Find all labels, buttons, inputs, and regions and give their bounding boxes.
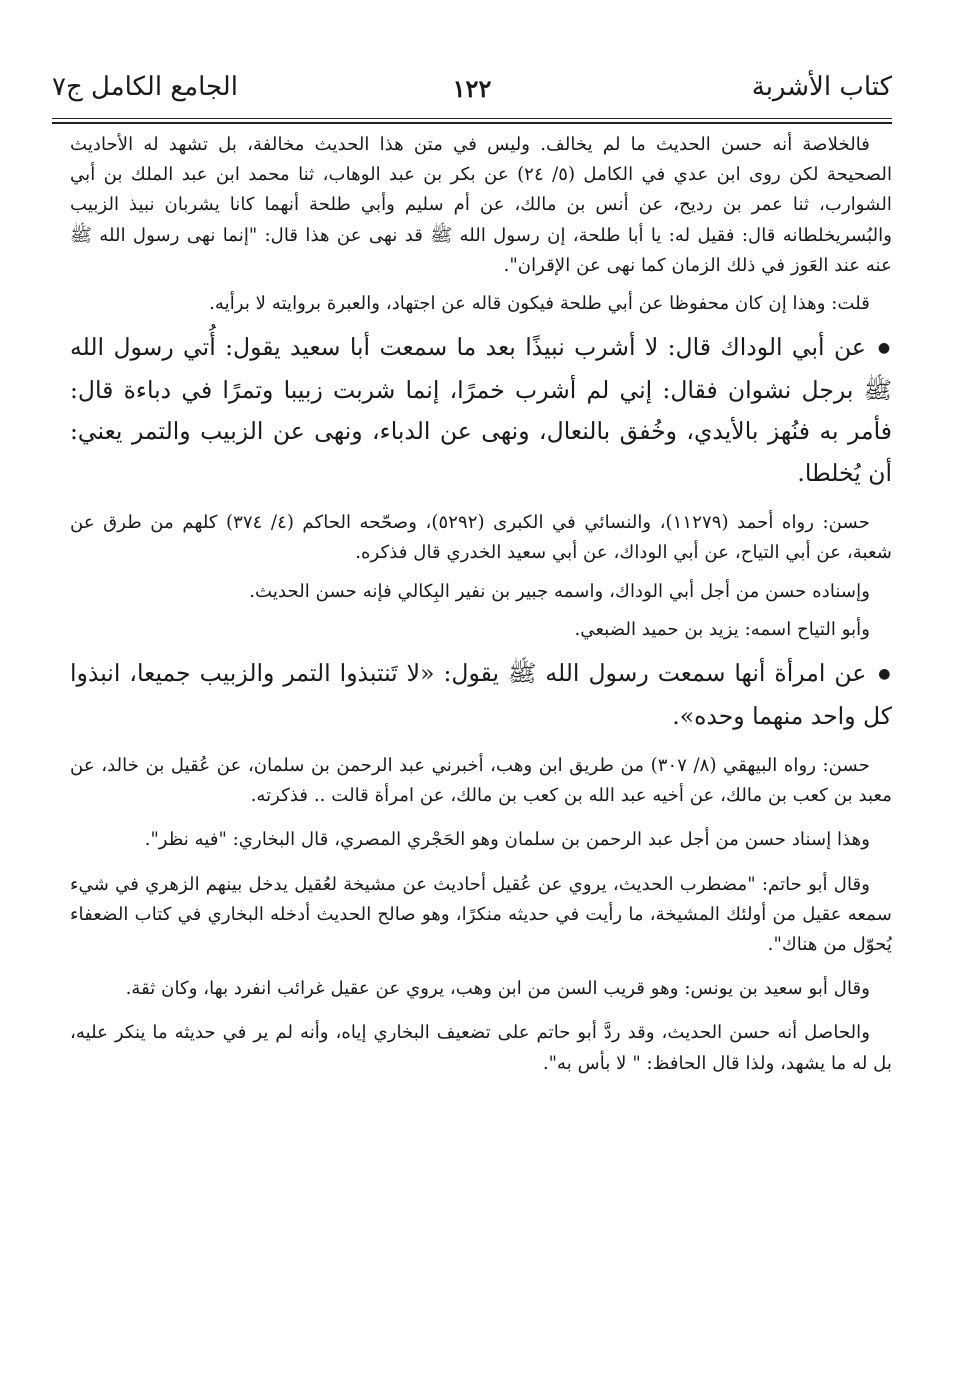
page-number: ١٢٢ <box>452 74 492 103</box>
hadith-text: ● عن أبي الوداك قال: لا أشرب نبيذًا بعد ما سمعت أبا سعيد يقول: أُتي رسول الله ﷺ برجل نشوان فقال: إني لم أشرب خمرًا، إنما شربت زبيبا وتمرًا في دباءة قال: فأمر به فنُهز بالأيدي، وخُفق بالنعال، ونهى عن الدباء، ونهى عن الزبيب والتمر يعني: أن يُخلطا. <box>70 327 892 494</box>
commentary-paragraph: والحاصل أنه حسن الحديث، وقد ردَّ أبو حاتم على تضعيف البخاري إياه، وأنه لم ير في حديثه ما ينكر عليه، بل له ما يشهد، ولذا قال الحافظ: " لا بأس به". <box>70 1022 892 1074</box>
page-body <box>70 130 892 1079</box>
commentary-paragraph: وقال أبو حاتم: "مضطرب الحديث، يروي عن عُقيل أحاديث عن مشيخة لعُقيل يدخل بينهم الزهري في شيء سمعه عقيل من أولئك المشيخة، ما رأيت في حديثه منكرًا، وهو صالح الحديث أدخله البخاري في كتاب الضعفاء يُحوّل من هناك". <box>70 873 892 956</box>
commentary-paragraph: وهذا إسناد حسن من أجل عبد الرحمن بن سلمان وهو الحَجْري المصري، قال البخاري: "فيه نظر". <box>144 829 870 851</box>
hadith-text: ● عن امرأة أنها سمعت رسول الله ﷺ يقول: «لا تَنتبذوا التمر والزبيب جميعا، انبذوا كل واحد منهما وحده». <box>70 653 892 737</box>
commentary-paragraph: حسن: رواه البيهقي (٨/ ٣٠٧) من طريق ابن وهب، أخبرني عبد الرحمن بن سلمان، عن عُقيل بن خالد، عن معبد بن كعب بن مالك، عن أخيه عبد الله بن كعب بن مالك، عن امرأة قالت .. فذكرته. <box>70 755 892 807</box>
chapter-title: كتاب الأشربة <box>751 72 892 102</box>
commentary-paragraph: قلت: وهذا إن كان محفوظا عن أبي طلحة فيكون قاله عن اجتهاد، والعبرة بروايته لا برأيه. <box>209 293 870 315</box>
header-rule-thick <box>52 122 892 124</box>
commentary-paragraph: فالخلاصة أنه حسن الحديث ما لم يخالف. وليس في متن هذا الحديث مخالفة، بل تشهد له الأحاديث الصحيحة لكن روى ابن عدي في الكامل (٥/ ٢٤) عن بكر بن عبد الوهاب، ثنا محمد ابن عبد الملك بن أبي الشوارب، ثنا عمر بن رديح، عن أنس بن مالك، عن أم سليم وأبي طلحة أنهما كانا يشربان نبيذ الزبيب والبُسريخلطانه قال: فقيل له: يا أبا طلحة، إن رسول الله ﷺ قد نهى عن هذا قال: "إنما نهى رسول الله ﷺ عنه عند العَوز في ذلك الزمان كما نهى عن الإقران". <box>70 134 892 276</box>
commentary-paragraph: وإسناده حسن من أجل أبي الوداك، واسمه جبير بن نفير البِكالي فإنه حسن الحديث. <box>249 580 870 602</box>
header-rule <box>52 118 892 119</box>
commentary-paragraph: حسن: رواه أحمد (١١٢٧٩)، والنسائي في الكبرى (٥٢٩٢)، وصحّحه الحاكم (٤/ ٣٧٤) كلهم من طرق عن شعبة، عن أبي التياح، عن أبي الوداك، عن أبي سعيد الخدري قال فذكره. <box>70 512 892 564</box>
commentary-paragraph: وقال أبو سعيد بن يونس: وهو قريب السن من ابن وهب، يروي عن عقيل غرائب انفرد بها، وكان ثقة. <box>125 978 870 1000</box>
page-header <box>52 70 892 114</box>
commentary-paragraph: وأبو التياح اسمه: يزيد بن حميد الضبعي. <box>574 618 870 640</box>
book-title: الجامع الكامل ج٧ <box>52 72 238 102</box>
